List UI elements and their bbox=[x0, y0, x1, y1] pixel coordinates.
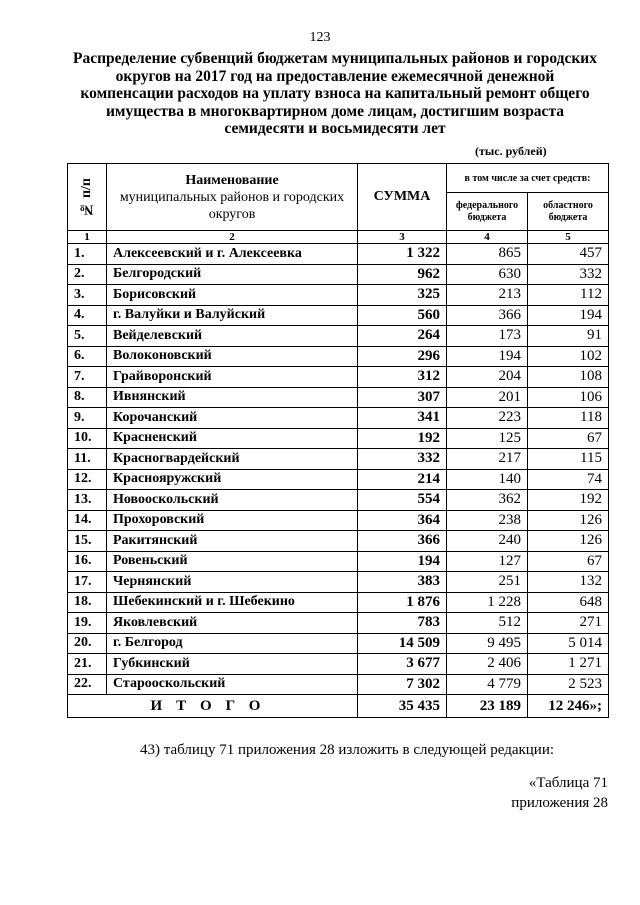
header-regional: областного бюджета bbox=[528, 193, 609, 231]
row-federal: 201 bbox=[447, 387, 528, 408]
table-row bbox=[68, 592, 609, 613]
header-sum: СУММА bbox=[358, 164, 447, 231]
row-federal: 240 bbox=[447, 531, 528, 552]
header-num: № п/п bbox=[68, 164, 107, 231]
total-label: ИТОГО bbox=[68, 695, 358, 718]
row-regional: 5 014 bbox=[528, 633, 609, 654]
row-federal: 217 bbox=[447, 449, 528, 470]
column-number: 1 bbox=[68, 231, 107, 244]
row-sum: 264 bbox=[358, 326, 447, 347]
row-regional: 106 bbox=[528, 387, 609, 408]
district-name: Ивнянский bbox=[107, 387, 358, 408]
row-federal: 194 bbox=[447, 346, 528, 367]
district-name: Вейделевский bbox=[107, 326, 358, 347]
row-number: 12. bbox=[68, 469, 107, 490]
row-federal: 127 bbox=[447, 551, 528, 572]
row-federal: 125 bbox=[447, 428, 528, 449]
table-row bbox=[68, 285, 609, 306]
table-row bbox=[68, 264, 609, 285]
row-federal: 362 bbox=[447, 490, 528, 511]
row-number: 14. bbox=[68, 510, 107, 531]
row-sum: 214 bbox=[358, 469, 447, 490]
table-row bbox=[68, 490, 609, 511]
table-row bbox=[68, 449, 609, 470]
row-federal: 238 bbox=[447, 510, 528, 531]
column-number: 4 bbox=[447, 231, 528, 244]
row-federal: 1 228 bbox=[447, 592, 528, 613]
units-label: (тыс. рублей) bbox=[475, 144, 547, 158]
row-sum: 194 bbox=[358, 551, 447, 572]
district-name: Волоконовский bbox=[107, 346, 358, 367]
row-sum: 7 302 bbox=[358, 674, 447, 695]
row-sum: 783 bbox=[358, 613, 447, 634]
district-name: Алексеевский и г. Алексеевка bbox=[107, 244, 358, 265]
row-sum: 14 509 bbox=[358, 633, 447, 654]
row-regional: 74 bbox=[528, 469, 609, 490]
district-name: Корочанский bbox=[107, 408, 358, 429]
row-sum: 3 677 bbox=[358, 654, 447, 675]
table-row bbox=[68, 531, 609, 552]
total-federal: 23 189 bbox=[447, 695, 528, 718]
district-name: Краснояружский bbox=[107, 469, 358, 490]
table-row bbox=[68, 346, 609, 367]
district-name: Красногвардейский bbox=[107, 449, 358, 470]
column-number: 2 bbox=[107, 231, 358, 244]
district-name: Губкинский bbox=[107, 654, 358, 675]
header-federal: федерального бюджета bbox=[447, 193, 528, 231]
row-number: 3. bbox=[68, 285, 107, 306]
district-name: Прохоровский bbox=[107, 510, 358, 531]
district-name: Старооскольский bbox=[107, 674, 358, 695]
row-sum: 383 bbox=[358, 572, 447, 593]
row-regional: 126 bbox=[528, 510, 609, 531]
row-regional: 2 523 bbox=[528, 674, 609, 695]
row-regional: 102 bbox=[528, 346, 609, 367]
total-regional: 12 246»; bbox=[528, 695, 609, 718]
row-regional: 1 271 bbox=[528, 654, 609, 675]
district-name: Красненский bbox=[107, 428, 358, 449]
table-row bbox=[68, 244, 609, 265]
row-federal: 251 bbox=[447, 572, 528, 593]
row-number: 6. bbox=[68, 346, 107, 367]
row-number: 11. bbox=[68, 449, 107, 470]
district-name: Ровеньский bbox=[107, 551, 358, 572]
row-sum: 296 bbox=[358, 346, 447, 367]
row-number: 16. bbox=[68, 551, 107, 572]
row-regional: 112 bbox=[528, 285, 609, 306]
row-regional: 118 bbox=[528, 408, 609, 429]
table-row bbox=[68, 613, 609, 634]
row-number: 21. bbox=[68, 654, 107, 675]
table-row bbox=[68, 572, 609, 593]
district-name: Ракитянский bbox=[107, 531, 358, 552]
table-row bbox=[68, 408, 609, 429]
district-name: Борисовский bbox=[107, 285, 358, 306]
row-sum: 332 bbox=[358, 449, 447, 470]
row-federal: 865 bbox=[447, 244, 528, 265]
annex-line: «Таблица 71 bbox=[528, 775, 608, 791]
row-federal: 173 bbox=[447, 326, 528, 347]
table-row bbox=[68, 633, 609, 654]
district-name: Белгородский bbox=[107, 264, 358, 285]
row-federal: 366 bbox=[447, 305, 528, 326]
row-federal: 4 779 bbox=[447, 674, 528, 695]
row-sum: 192 bbox=[358, 428, 447, 449]
amendment-note: 43) таблицу 71 приложения 28 изложить в следующей редакции: bbox=[140, 742, 555, 758]
row-number: 5. bbox=[68, 326, 107, 347]
total-row bbox=[68, 695, 609, 718]
row-regional: 457 bbox=[528, 244, 609, 265]
table-row bbox=[68, 510, 609, 531]
row-regional: 67 bbox=[528, 551, 609, 572]
row-sum: 312 bbox=[358, 367, 447, 388]
table-row bbox=[68, 654, 609, 675]
row-sum: 366 bbox=[358, 531, 447, 552]
subsidy-table bbox=[67, 163, 609, 718]
row-regional: 192 bbox=[528, 490, 609, 511]
district-name: Новооскольский bbox=[107, 490, 358, 511]
row-regional: 194 bbox=[528, 305, 609, 326]
row-sum: 364 bbox=[358, 510, 447, 531]
column-number: 3 bbox=[358, 231, 447, 244]
row-federal: 140 bbox=[447, 469, 528, 490]
row-sum: 1 876 bbox=[358, 592, 447, 613]
row-federal: 223 bbox=[447, 408, 528, 429]
document-title: Распределение субвенций бюджетам муниципальных районов и городских округов на 2017 год на предоставление ежемесячной денежной компенсации расходов на уплату взноса на капитальный ремонт общего имущества в многоквартирном доме лицам, достигшим возраста семидесяти и восьмидесяти лет bbox=[73, 50, 597, 137]
column-number-row bbox=[68, 231, 609, 244]
row-number: 22. bbox=[68, 674, 107, 695]
row-number: 18. bbox=[68, 592, 107, 613]
row-sum: 1 322 bbox=[358, 244, 447, 265]
table-row bbox=[68, 305, 609, 326]
row-regional: 132 bbox=[528, 572, 609, 593]
district-name: Грайворонский bbox=[107, 367, 358, 388]
row-sum: 560 bbox=[358, 305, 447, 326]
table-row bbox=[68, 674, 609, 695]
row-regional: 91 bbox=[528, 326, 609, 347]
row-regional: 271 bbox=[528, 613, 609, 634]
row-sum: 325 bbox=[358, 285, 447, 306]
row-number: 19. bbox=[68, 613, 107, 634]
row-number: 10. bbox=[68, 428, 107, 449]
table-row bbox=[68, 326, 609, 347]
total-sum: 35 435 bbox=[358, 695, 447, 718]
district-name: г. Белгород bbox=[107, 633, 358, 654]
district-name: Яковлевский bbox=[107, 613, 358, 634]
header-group: в том числе за счет средств: bbox=[447, 164, 609, 193]
row-number: 7. bbox=[68, 367, 107, 388]
row-regional: 67 bbox=[528, 428, 609, 449]
row-federal: 512 bbox=[447, 613, 528, 634]
row-number: 17. bbox=[68, 572, 107, 593]
annex-line: приложения 28 bbox=[511, 795, 608, 811]
row-federal: 9 495 bbox=[447, 633, 528, 654]
page-number: 123 bbox=[309, 30, 331, 45]
table-row bbox=[68, 428, 609, 449]
annex-reference bbox=[511, 773, 608, 813]
district-name: Чернянский bbox=[107, 572, 358, 593]
row-regional: 126 bbox=[528, 531, 609, 552]
row-federal: 213 bbox=[447, 285, 528, 306]
table-row bbox=[68, 387, 609, 408]
table-row bbox=[68, 469, 609, 490]
row-federal: 2 406 bbox=[447, 654, 528, 675]
row-number: 13. bbox=[68, 490, 107, 511]
column-number: 5 bbox=[528, 231, 609, 244]
row-number: 4. bbox=[68, 305, 107, 326]
row-regional: 648 bbox=[528, 592, 609, 613]
row-regional: 108 bbox=[528, 367, 609, 388]
district-name: Шебекинский и г. Шебекино bbox=[107, 592, 358, 613]
row-sum: 307 bbox=[358, 387, 447, 408]
table-row bbox=[68, 367, 609, 388]
row-number: 8. bbox=[68, 387, 107, 408]
row-number: 9. bbox=[68, 408, 107, 429]
row-sum: 962 bbox=[358, 264, 447, 285]
row-sum: 554 bbox=[358, 490, 447, 511]
district-name: г. Валуйки и Валуйский bbox=[107, 305, 358, 326]
row-number: 1. bbox=[68, 244, 107, 265]
row-number: 20. bbox=[68, 633, 107, 654]
table-row bbox=[68, 551, 609, 572]
header-name: Наименование муниципальных районов и городских округов bbox=[107, 164, 358, 231]
row-federal: 630 bbox=[447, 264, 528, 285]
row-regional: 115 bbox=[528, 449, 609, 470]
row-sum: 341 bbox=[358, 408, 447, 429]
row-number: 15. bbox=[68, 531, 107, 552]
row-federal: 204 bbox=[447, 367, 528, 388]
row-number: 2. bbox=[68, 264, 107, 285]
row-regional: 332 bbox=[528, 264, 609, 285]
